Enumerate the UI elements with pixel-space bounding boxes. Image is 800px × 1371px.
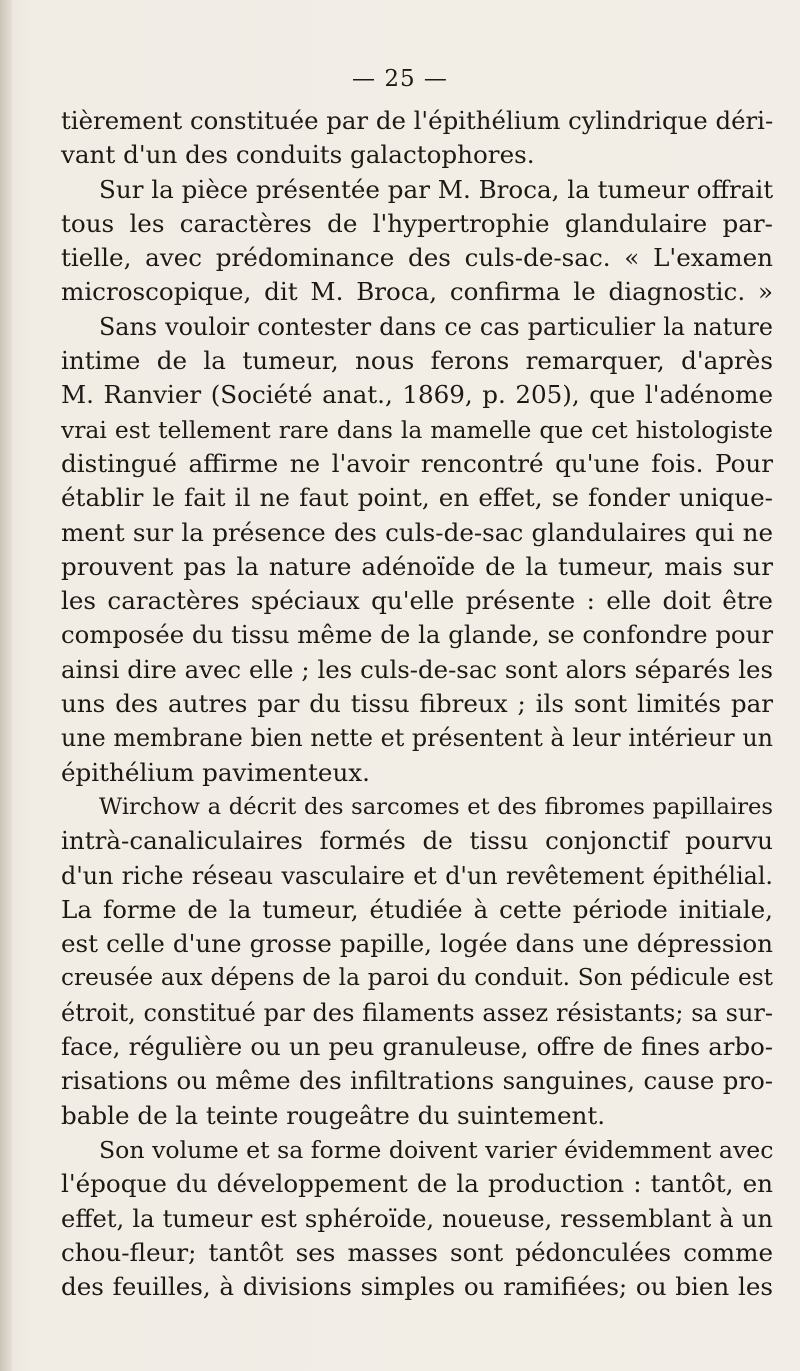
text-line: tièrement constituée par de l'épithélium cylindrique déri- [61, 106, 774, 135]
page-gutter-shadow [0, 0, 12, 1371]
text-line: les caractères spéciaux qu'elle présente : elle doit être [61, 586, 773, 616]
text-line: La forme de la tumeur, étudiée à cette période initiale, [61, 894, 773, 924]
text-line: creusée aux dépens de la paroi du conduit. Son pédicule est [61, 964, 773, 992]
text-line: d'un riche réseau vasculaire et d'un revêtement épithélial. [61, 861, 773, 890]
text-line: Son volume et sa forme doivent varier évidemment avec [99, 1135, 774, 1164]
text-line: microscopique, dit M. Broca, confirma le diagnostic. » [61, 277, 773, 307]
text-line: composée du tissu même de la glande, se confondre pour [61, 620, 773, 650]
text-line: étroit, constitué par des filaments assez résistants; sa sur- [61, 998, 773, 1027]
text-line: intime de la tumeur, nous ferons remarquer, d'après [61, 346, 773, 376]
text-line: Sans vouloir contester dans ce cas particulier la nature [99, 312, 773, 341]
text-line: vrai est tellement rare dans la mamelle que cet histologiste [61, 415, 773, 444]
page-number: — 25 — [352, 66, 448, 92]
text-line: M. Ranvier (Société anat., 1869, p. 205), que l'adénome [61, 380, 773, 410]
text-line: l'époque du développement de la production : tantôt, en [61, 1169, 773, 1199]
text-line: ainsi dire avec elle ; les culs-de-sac sont alors séparés les [61, 654, 773, 684]
text-line: face, régulière ou un peu granuleuse, offre de fines arbo- [61, 1032, 773, 1062]
text-line: est celle d'une grosse papille, logée dans une dépression [61, 929, 773, 959]
text-line: vant d'un des conduits galactophores. [61, 140, 535, 170]
text-line: Sur la pièce présentée par M. Broca, la tumeur offrait [99, 174, 774, 204]
text-line: chou-fleur; tantôt ses masses sont pédonculées comme [61, 1237, 773, 1267]
text-line: intrà-canaliculaires formés de tissu conjonctif pourvu [61, 826, 773, 856]
text-line: uns des autres par du tissu fibreux ; ils sont limités par [61, 689, 773, 719]
text-line: des feuilles, à divisions simples ou ramifiées; ou bien les [61, 1272, 773, 1302]
text-line: tous les caractères de l'hypertrophie glandulaire par- [61, 208, 773, 238]
text-line: effet, la tumeur est sphéroïde, noueuse, ressemblant à un [61, 1204, 773, 1233]
text-line: prouvent pas la nature adénoïde de la tumeur, mais sur [61, 551, 773, 581]
text-line: tielle, avec prédominance des culs-de-sac. « L'examen [61, 243, 773, 273]
text-line: établir le fait il ne faut point, en effet, se fonder unique- [61, 483, 773, 513]
text-line: une membrane bien nette et présentent à leur intérieur un [61, 724, 773, 753]
body-text [61, 104, 773, 1304]
text-line: bable de la teinte rougeâtre du suintement. [61, 1100, 606, 1130]
text-line: épithélium pavimenteux. [61, 757, 370, 787]
text-line: distingué affirme ne l'avoir rencontré qu'une fois. Pour [61, 448, 773, 478]
text-line: ment sur la présence des culs-de-sac glandulaires qui ne [61, 517, 773, 547]
text-line: risations ou même des infiltrations sanguines, cause pro- [61, 1066, 773, 1096]
text-line: Wirchow a décrit des sarcomes et des fibromes papillaires [99, 793, 773, 820]
